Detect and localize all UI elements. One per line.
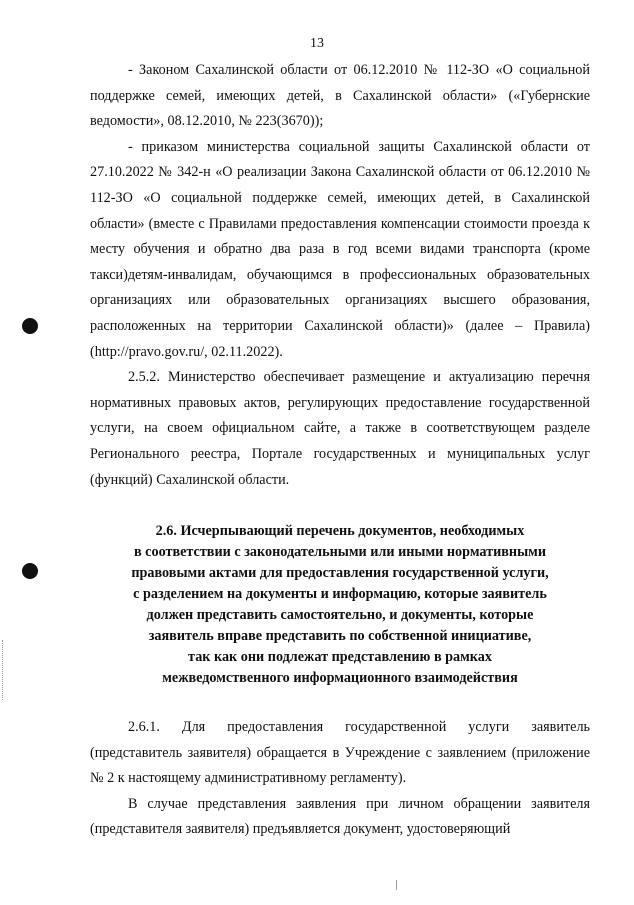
scan-artifact	[396, 880, 397, 890]
page-number: 13	[310, 36, 324, 51]
scan-edge-mark	[2, 640, 5, 700]
heading-line: так как они подлежат представлению в рамках	[188, 649, 492, 666]
heading-line: межведомственного информационного взаимодействия	[162, 670, 518, 687]
punch-hole-bottom	[22, 563, 38, 579]
paragraph-law-reference: - Законом Сахалинской области от 06.12.2010 № 112-ЗО «О социальной поддержке семей, имеющих детей, в Сахалинской области» («Губернские ведомости», 08.12.2010, № 223(3670));	[90, 62, 590, 130]
document-body	[90, 58, 590, 843]
heading-line: с разделением на документы и информацию, которые заявитель	[133, 586, 547, 603]
heading-line: 2.6. Исчерпывающий перечень документов, необходимых	[155, 523, 525, 540]
section-heading-2-6	[90, 521, 590, 689]
heading-line: в соответствии с законодательными или иными нормативными	[133, 544, 547, 561]
heading-line: должен представить самостоятельно, и документы, которые	[146, 607, 534, 624]
heading-line: правовыми актами для предоставления государственной услуги,	[131, 565, 549, 582]
punch-hole-top	[22, 318, 38, 334]
heading-line: заявитель вправе представить по собственной инициативе,	[148, 628, 532, 645]
paragraph-2-5-2: 2.5.2. Министерство обеспечивает размещение и актуализацию перечня нормативных правовых актов, регулирующих предоставление государственной услуги, на своем официальном сайте, а также в соответствующем разделе Регионального реестра, Портале государственных и муниципальных услуг (функций) Сахалинской области.	[90, 369, 590, 488]
paragraph-personal-appeal: В случае представления заявления при личном обращении заявителя (представителя заявителя) предъявляется документ, удостоверяющий	[90, 795, 590, 838]
paragraph-order-reference: - приказом министерства социальной защиты Сахалинской области от 27.10.2022 № 342-н «О реализации Закона Сахалинской области от 06.12.2010 № 112-ЗО «О социальной поддержке семей, имеющих детей, в Сахалинской области» (вместе с Правилами предоставления компенсации стоимости проезда к месту обучения и обратно два раза в год всеми видами транспорта (кроме такси)детям-инвалидам, обучающимся в профессиональных образовательных организациях или образовательных организациях высшего образования, расположенных на территории Сахалинской области)» (далее – Правила) (http://pravo.gov.ru/, 02.11.2022).	[90, 138, 590, 360]
paragraph-2-6-1: 2.6.1. Для предоставления государственной услуги заявитель (представитель заявителя) обращается в Учреждение с заявлением (приложение № 2 к настоящему административному регламенту).	[90, 719, 590, 787]
